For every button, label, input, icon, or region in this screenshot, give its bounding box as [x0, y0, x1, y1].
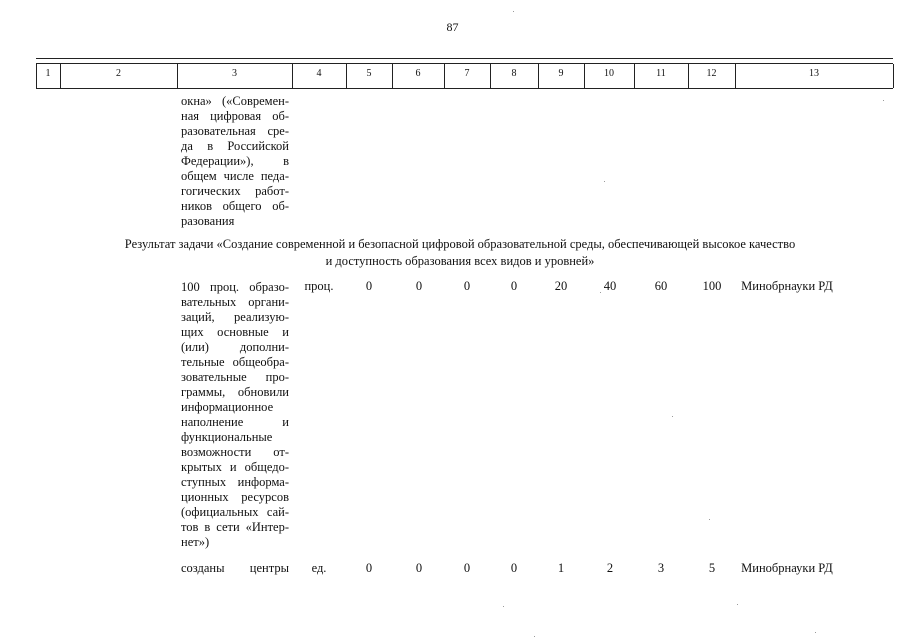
scan-speck [534, 636, 535, 637]
value-cell: 0 [415, 561, 423, 575]
unit-cell: ед. [311, 561, 327, 575]
text-line: заций, реализую- [181, 310, 289, 324]
text-line: вательных органи- [181, 295, 289, 309]
unit-cell: проц. [304, 279, 334, 293]
text-line: тельные общеобра- [181, 355, 289, 369]
value-cell: 3 [657, 561, 665, 575]
column-header-7: 7 [464, 68, 470, 79]
text-line: функциональные [181, 430, 273, 444]
value-cell: 0 [365, 279, 373, 293]
header-top-rule [36, 58, 893, 59]
value-cell: 0 [463, 279, 471, 293]
value-cell: 0 [510, 279, 518, 293]
value-cell: 1 [557, 561, 565, 575]
value-cell: 0 [463, 561, 471, 575]
header-top-rule-inner [36, 63, 893, 64]
responsible-cell: Минобрнауки РД [741, 561, 833, 575]
header-bottom-rule [36, 88, 893, 89]
page-number: 87 [446, 20, 459, 34]
text-line: зовательные про- [181, 370, 289, 384]
responsible-cell: Минобрнауки РД [741, 279, 833, 293]
value-cell: 0 [510, 561, 518, 575]
scan-speck [672, 416, 673, 417]
text-line: созданы центры [181, 561, 289, 575]
text-line: разования [181, 214, 235, 228]
text-line: информационное [181, 400, 274, 414]
indicator-text [181, 561, 289, 576]
column-header-12: 12 [706, 68, 717, 79]
column-header-13: 13 [809, 68, 819, 79]
result-heading [80, 236, 840, 270]
text-line: крытых и общедо- [181, 460, 289, 474]
result-heading-line: и доступность образования всех видов и уровней» [325, 254, 595, 268]
scan-speck [503, 606, 504, 607]
column-header-11: 11 [656, 68, 666, 79]
column-header-2: 2 [116, 68, 121, 79]
text-line: ников общего об- [181, 199, 289, 213]
text-line: (или) дополни- [181, 340, 289, 354]
scan-speck [513, 11, 514, 12]
text-line: ступных информа- [181, 475, 289, 489]
text-line: ная цифровая об- [181, 109, 289, 123]
scan-speck [604, 181, 605, 182]
text-line: нет») [181, 535, 210, 549]
scan-speck [815, 632, 816, 633]
text-line: Федерации»), в [181, 154, 289, 168]
text-line: разовательная сре- [181, 124, 289, 138]
text-line: граммы, обновили [181, 385, 289, 399]
continuation-text [181, 94, 289, 229]
text-line: щих основные и [181, 325, 289, 339]
value-cell: 0 [415, 279, 423, 293]
scan-speck [883, 100, 884, 101]
indicator-text [181, 280, 289, 550]
scan-speck [600, 292, 601, 293]
value-cell: 5 [708, 561, 716, 575]
column-divider [893, 64, 894, 88]
text-line: возможности от- [181, 445, 289, 459]
column-header-4: 4 [316, 68, 322, 79]
value-cell: 2 [606, 561, 614, 575]
column-header-8: 8 [511, 68, 517, 79]
column-header-1: 1 [45, 68, 51, 79]
text-line: тов в сети «Интер- [181, 520, 289, 534]
value-cell: 0 [365, 561, 373, 575]
value-cell: 60 [654, 279, 668, 293]
column-header-10: 10 [604, 68, 614, 79]
text-line: окна» («Современ- [181, 94, 289, 108]
text-line: гогических работ- [181, 184, 289, 198]
column-header-6: 6 [415, 68, 421, 79]
column-header-3: 3 [232, 68, 237, 79]
scan-speck [737, 604, 738, 605]
text-line: ционных ресурсов [181, 490, 289, 504]
text-line: общем числе педа- [181, 169, 289, 183]
value-cell: 40 [603, 279, 617, 293]
value-cell: 20 [554, 279, 568, 293]
column-header-5: 5 [366, 68, 372, 79]
value-cell: 100 [702, 279, 722, 293]
text-line: наполнение и [181, 415, 289, 429]
scan-speck [709, 519, 710, 520]
result-heading-line: Результат задачи «Создание современной и безопасной цифровой образовательной среды, обеспечивающей высокое качество [124, 237, 796, 251]
column-header-9: 9 [558, 68, 564, 79]
text-line: (официальных сай- [181, 505, 289, 519]
text-line: да в Российской [181, 139, 289, 153]
text-line: 100 проц. образо- [181, 280, 289, 294]
